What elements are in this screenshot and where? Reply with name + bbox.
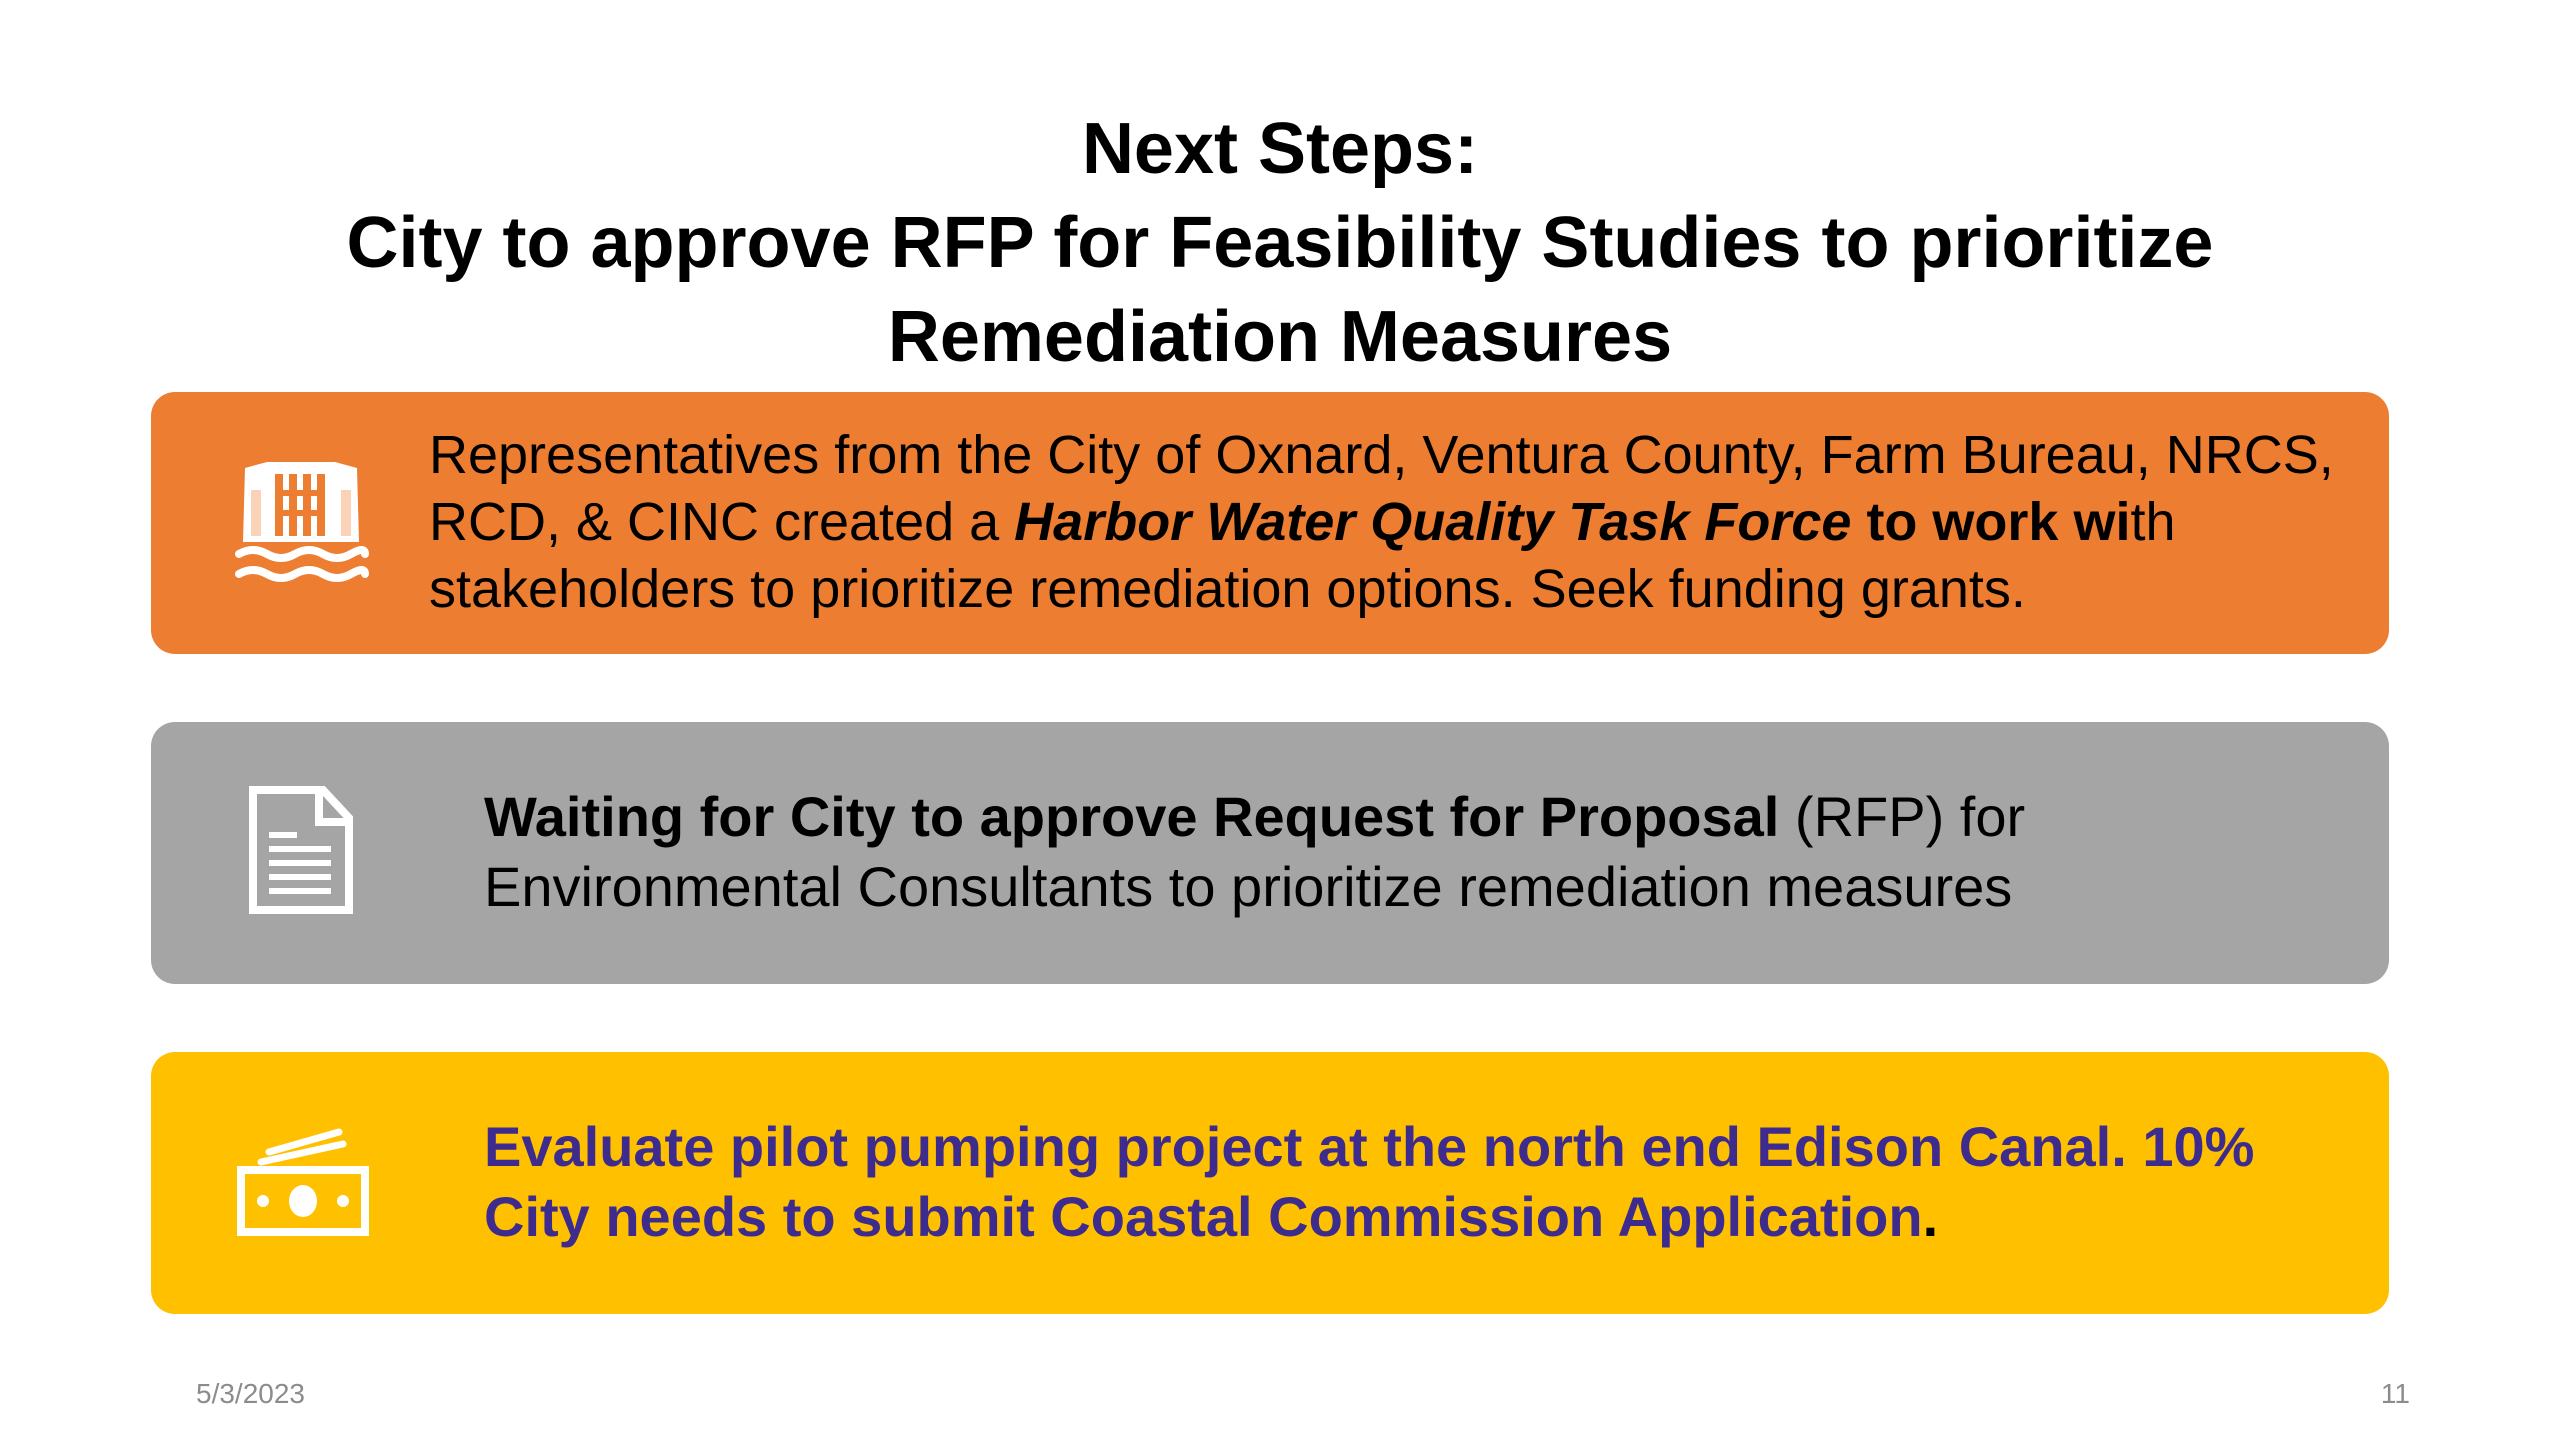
task-force-line-2-d: th xyxy=(2130,492,2176,552)
pilot-pumping-line-1: Evaluate pilot pumping project at the north end Edison Canal. 10% xyxy=(484,1115,2255,1178)
dam-icon xyxy=(231,450,371,590)
title-line-2: City to approve RFP for Feasibility Studies to prioritize xyxy=(346,203,2214,283)
slide-title xyxy=(0,102,2560,384)
pilot-pumping-line-2-text: City needs to submit Coastal Commission Application xyxy=(484,1185,1923,1248)
rfp-line-1 xyxy=(484,782,2334,852)
title-line-1: Next Steps: xyxy=(1081,109,1479,189)
task-force-line-2-c: to work wi xyxy=(1851,492,2131,552)
task-force-card xyxy=(151,392,2389,654)
pilot-pumping-line-2 xyxy=(484,1182,2334,1252)
task-force-line-2 xyxy=(429,489,2359,556)
title-line-3: Remediation Measures xyxy=(887,297,1673,377)
pilot-pumping-line-2-end: . xyxy=(1922,1185,1939,1248)
rfp-line-1-bold: Waiting for City to approve Request for Proposal xyxy=(484,785,1780,848)
pilot-pumping-text xyxy=(484,1112,2334,1252)
task-force-line-1: Representatives from the City of Oxnard, Ventura County, Farm Bureau, NRCS, xyxy=(429,425,2334,485)
rfp-line-1-rest: (RFP) for xyxy=(1779,785,2026,848)
task-force-line-2-a: RCD, & CINC created a xyxy=(429,492,1015,552)
task-force-name: Harbor Water Quality Task Force xyxy=(1014,492,1852,552)
money-icon xyxy=(231,1110,371,1250)
task-force-text xyxy=(429,422,2359,623)
document-icon xyxy=(231,780,371,920)
slide-page-number: 11 xyxy=(2380,1378,2410,1409)
pilot-pumping-card xyxy=(151,1052,2389,1314)
slide-date: 5/3/2023 xyxy=(196,1378,305,1409)
rfp-card xyxy=(151,722,2389,984)
task-force-line-3: stakeholders to prioritize remediation options. Seek funding grants. xyxy=(429,559,2026,619)
rfp-text xyxy=(484,782,2334,922)
rfp-line-2: Environmental Consultants to prioritize remediation measures xyxy=(484,855,2013,918)
